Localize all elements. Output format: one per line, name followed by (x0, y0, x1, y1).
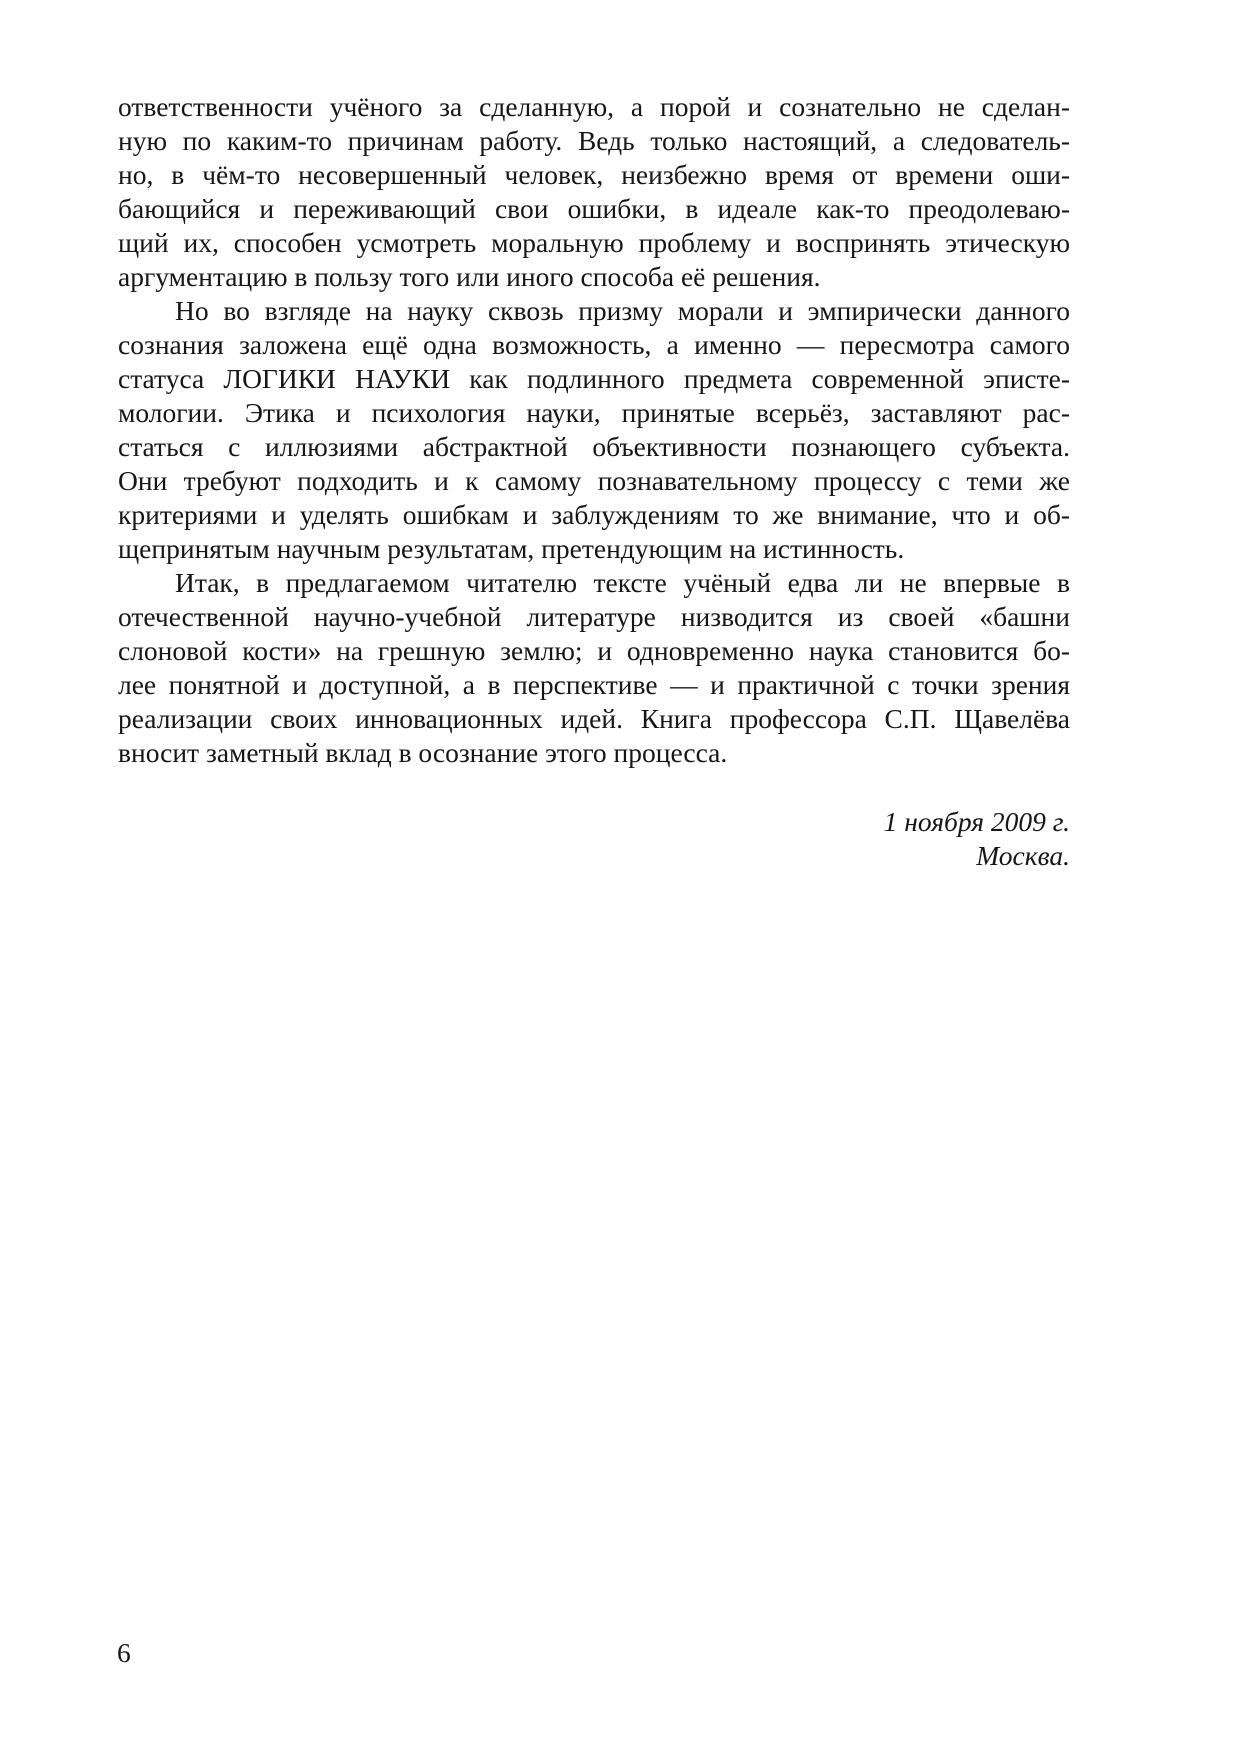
text-line: ответственности учёного за сделанную, а порой и сознательно не сделан- (118, 91, 1070, 122)
body-text (118, 90, 1070, 770)
text-line: слоновой кости» на грешную землю; и одновременно наука становится бо- (118, 635, 1070, 666)
text-line: статься с иллюзиями абстрактной объективности познающего субъекта. (118, 431, 1070, 462)
text-line: Но во взгляде на науку сквозь призму морали и эмпирически данного (175, 295, 1070, 326)
text-line: сознания заложена ещё одна возможность, а именно — пересмотра самого (118, 329, 1070, 360)
text-line: но, в чём-то несовершенный человек, неизбежно время от времени оши- (118, 159, 1070, 190)
page-number: 6 (117, 1637, 131, 1668)
text-line: Итак, в предлагаемом читателю тексте учёный едва ли не впервые в (175, 567, 1070, 598)
paragraph-3 (118, 566, 1070, 770)
text-line: статуса ЛОГИКИ НАУКИ как подлинного предмета современной эписте- (118, 363, 1070, 394)
text-line: ную по каким-то причинам работу. Ведь только настоящий, а следователь- (118, 125, 1070, 156)
signature-date: 1 ноября 2009 г. (883, 806, 1070, 837)
paragraph-2 (118, 294, 1070, 566)
text-line: лее понятной и доступной, а в перспективе — и практичной с точки зрения (118, 669, 1070, 700)
text-line: мологии. Этика и психология науки, принятые всерьёз, заставляют рас- (118, 397, 1070, 428)
text-line: аргументацию в пользу того или иного способа её решения. (118, 261, 821, 292)
signature-place: Москва. (976, 840, 1070, 871)
text-line: щий их, способен усмотреть моральную проблему и воспринять этическую (118, 227, 1070, 258)
paragraph-1 (118, 90, 1070, 294)
signature-block (884, 805, 1070, 873)
text-line: критериями и уделять ошибкам и заблуждениям то же внимание, что и об- (118, 499, 1070, 530)
text-line: бающийся и переживающий свои ошибки, в идеале как-то преодолеваю- (118, 193, 1070, 224)
text-line: щепринятым научным результатам, претендующим на истинность. (118, 533, 905, 564)
text-line: вносит заметный вклад в осознание этого процесса. (118, 737, 728, 768)
text-line: реализации своих инновационных идей. Книга профессора С.П. Щавелёва (118, 703, 1070, 734)
text-line: Они требуют подходить и к самому познавательному процессу с теми же (118, 465, 1070, 496)
text-line: отечественной научно-учебной литературе низводится из своей «башни (118, 601, 1070, 632)
